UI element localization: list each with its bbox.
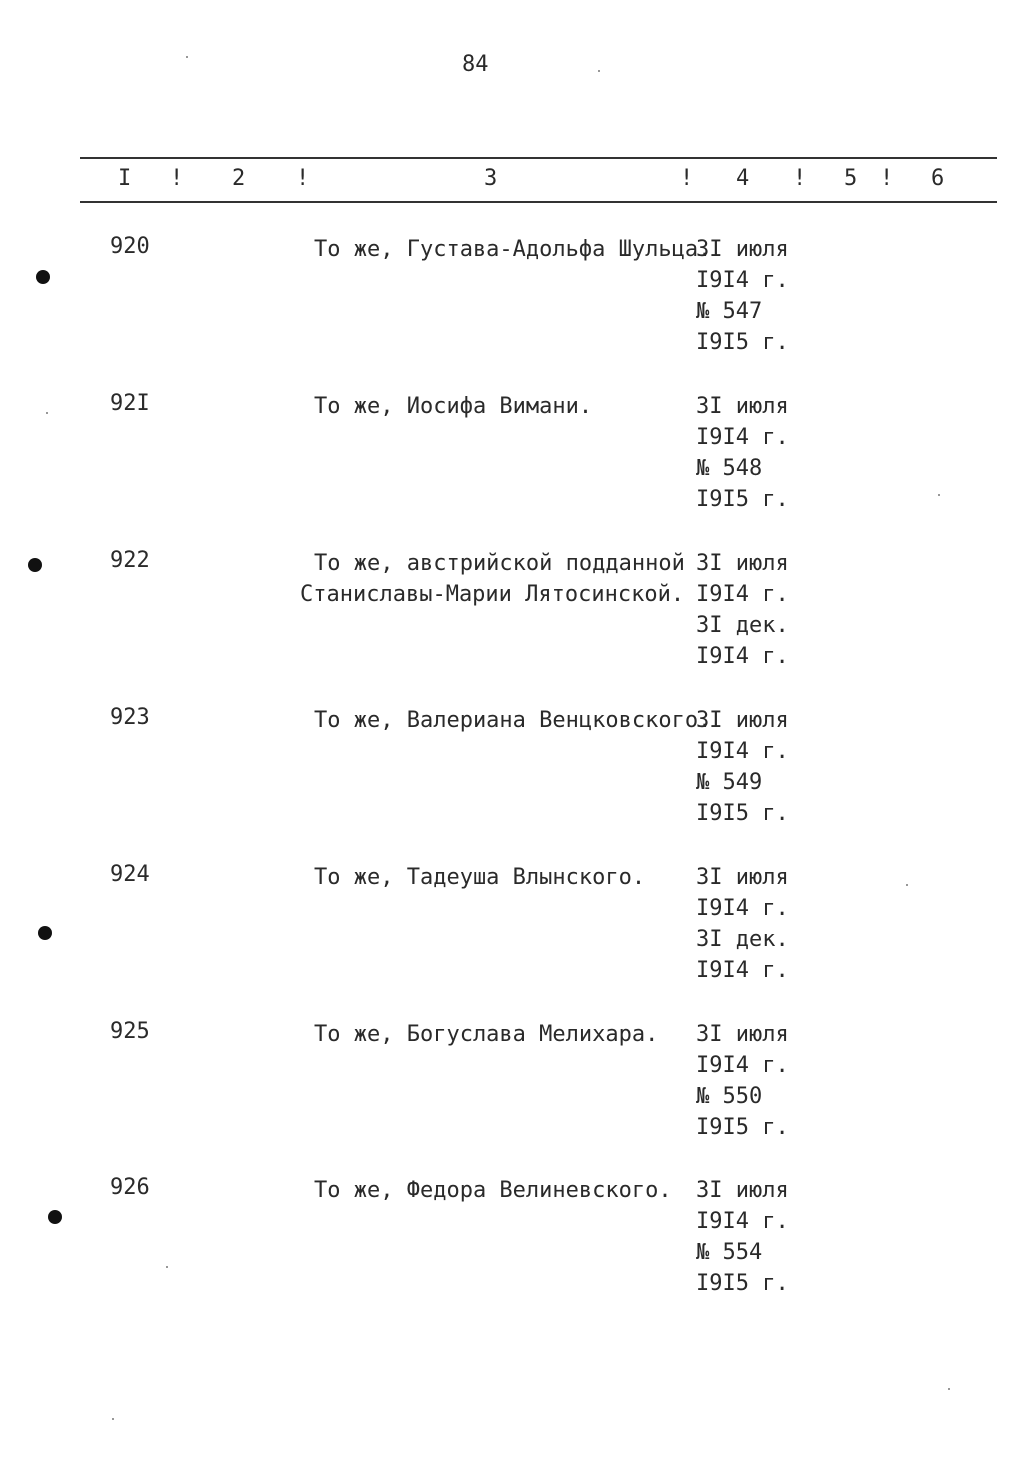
date-line: I9I5 г.: [696, 330, 789, 355]
table-row: [0, 1019, 1024, 1159]
entry-dates: [696, 1019, 789, 1143]
column-header-3: 3: [484, 166, 498, 191]
table-row: [0, 391, 1024, 531]
entry-number: 922: [110, 548, 150, 573]
entry-dates: [696, 548, 789, 672]
column-header-4: 4: [736, 166, 750, 191]
column-separator: !: [296, 166, 310, 191]
scan-speck: [112, 1418, 114, 1420]
date-line: 3I июля: [696, 708, 789, 733]
date-line: I9I4 г.: [696, 425, 789, 450]
description-line: То же, Густава-Адольфа Шульца.: [314, 237, 712, 262]
date-line: I9I4 г.: [696, 582, 789, 607]
table-row: [0, 234, 1024, 374]
date-line: 3I июля: [696, 394, 789, 419]
entry-number: 925: [110, 1019, 150, 1044]
date-line: I9I4 г.: [696, 644, 789, 669]
date-line: I9I4 г.: [696, 1053, 789, 1078]
date-line: 3I июля: [696, 1178, 789, 1203]
description-line: То же, Валериана Венцковского.: [314, 708, 712, 733]
date-line: 3I дек.: [696, 927, 789, 952]
date-line: № 550: [696, 1084, 763, 1109]
date-line: I9I4 г.: [696, 1209, 789, 1234]
description-line: То же, Иосифа Вимани.: [314, 394, 593, 419]
date-line: I9I4 г.: [696, 739, 789, 764]
description-line: То же, Федора Велиневского.: [314, 1178, 672, 1203]
date-line: 3I июля: [696, 1022, 789, 1047]
entry-number: 92I: [110, 391, 150, 416]
description-line: То же, Тадеуша Влынского.: [314, 865, 646, 890]
entry-number: 924: [110, 862, 150, 887]
scan-speck: [186, 56, 188, 58]
entry-number: 923: [110, 705, 150, 730]
date-line: 3I июля: [696, 865, 789, 890]
table-header-top-rule: [80, 157, 997, 159]
scan-speck: [948, 1388, 950, 1390]
date-line: № 548: [696, 456, 763, 481]
date-line: № 554: [696, 1240, 763, 1265]
column-header-1: I: [118, 166, 132, 191]
date-line: 3I июля: [696, 551, 789, 576]
scan-speck: [166, 1266, 168, 1268]
column-separator: !: [880, 166, 894, 191]
entry-number: 926: [110, 1175, 150, 1200]
table-row: [0, 862, 1024, 1002]
entry-dates: [696, 705, 789, 829]
entry-description: [300, 1175, 700, 1206]
table-row: [0, 1175, 1024, 1315]
punch-hole-mark: [36, 270, 50, 284]
description-line: Станиславы-Марии Лятосинской.: [300, 582, 685, 607]
table-row: [0, 548, 1024, 688]
entry-description: [300, 234, 712, 265]
column-header-2: 2: [232, 166, 246, 191]
table-row: [0, 705, 1024, 845]
punch-hole-mark: [28, 558, 42, 572]
date-line: I9I5 г.: [696, 801, 789, 826]
entry-description: [300, 548, 700, 610]
date-line: I9I4 г.: [696, 896, 789, 921]
column-separator: !: [793, 166, 807, 191]
description-line: То же, Богуслава Мелихара.: [314, 1022, 659, 1047]
column-separator: !: [680, 166, 694, 191]
entry-description: [300, 705, 712, 736]
column-separator: !: [170, 166, 184, 191]
entry-description: [300, 1019, 700, 1050]
entry-dates: [696, 862, 789, 986]
entry-dates: [696, 1175, 789, 1299]
date-line: 3I дек.: [696, 613, 789, 638]
entry-description: [300, 391, 700, 422]
scan-speck: [46, 412, 48, 414]
table-header-bottom-rule: [80, 201, 997, 203]
column-header-6: 6: [931, 166, 945, 191]
date-line: I9I5 г.: [696, 487, 789, 512]
entry-number: 920: [110, 234, 150, 259]
date-line: I9I4 г.: [696, 268, 789, 293]
scan-speck: [906, 884, 908, 886]
date-line: № 549: [696, 770, 763, 795]
punch-hole-mark: [48, 1210, 62, 1224]
page-number: 84: [462, 52, 489, 77]
date-line: № 547: [696, 299, 763, 324]
punch-hole-mark: [38, 926, 52, 940]
entry-dates: [696, 234, 789, 358]
entry-description: [300, 862, 700, 893]
date-line: I9I5 г.: [696, 1271, 789, 1296]
entry-dates: [696, 391, 789, 515]
column-header-5: 5: [844, 166, 858, 191]
date-line: I9I4 г.: [696, 958, 789, 983]
date-line: I9I5 г.: [696, 1115, 789, 1140]
scan-speck: [598, 70, 600, 72]
description-line: То же, австрийской подданной: [314, 551, 685, 576]
scan-speck: [938, 494, 940, 496]
date-line: 3I июля: [696, 237, 789, 262]
